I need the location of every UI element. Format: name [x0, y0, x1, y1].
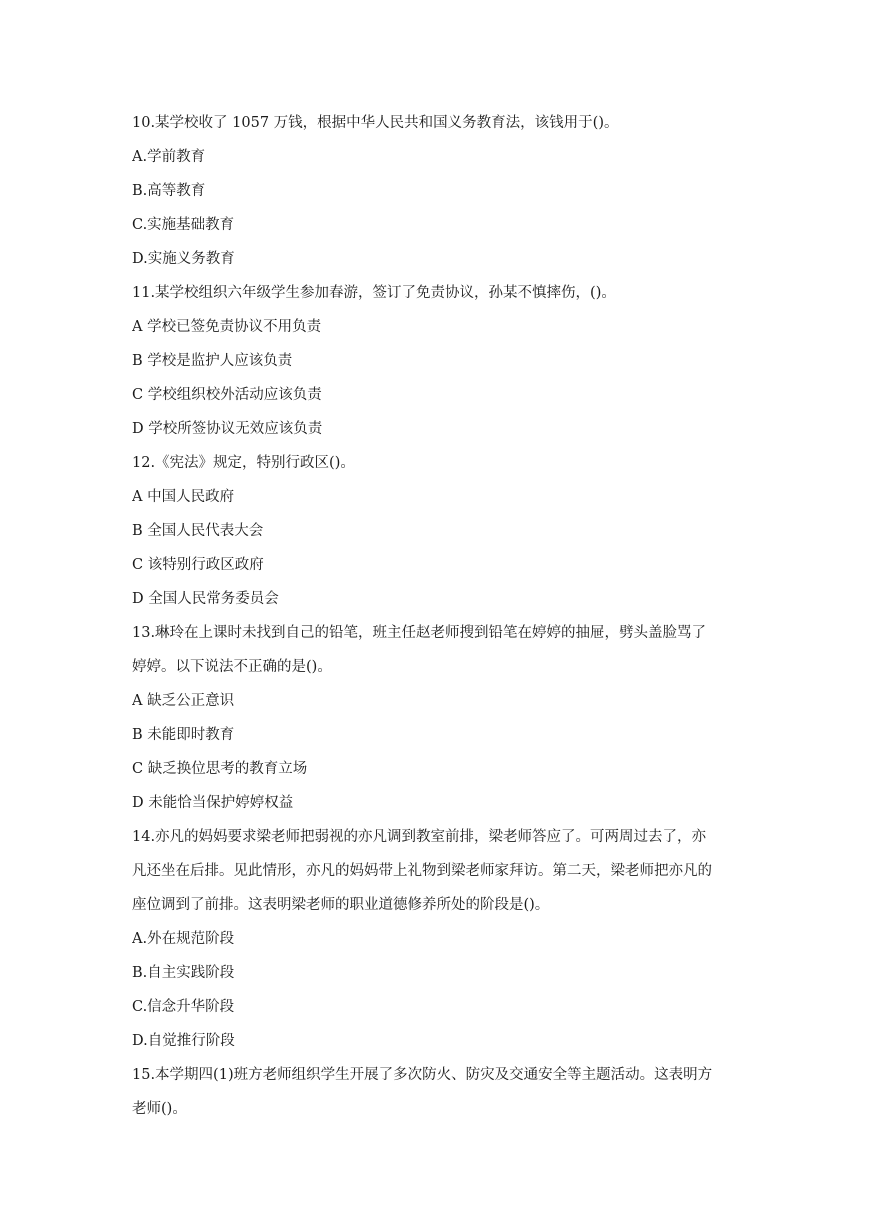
- document-page: [132, 106, 742, 1126]
- option-c: C.实施基础教育: [132, 217, 235, 233]
- option-d: D 未能恰当保护婷婷权益: [132, 795, 294, 811]
- option-a: A.外在规范阶段: [132, 931, 235, 947]
- option-b: B.高等教育: [132, 183, 206, 199]
- option-a: A 缺乏公正意识: [132, 693, 235, 709]
- question-stem-line-2: 婷婷。以下说法不正确的是()。: [132, 659, 332, 675]
- option-a: A 中国人民政府: [132, 489, 235, 505]
- option-c: C.信念升华阶段: [132, 999, 235, 1015]
- question-12: [132, 446, 742, 616]
- question-15: [132, 1058, 742, 1126]
- question-stem: 11.某学校组织六年级学生参加春游，签订了免责协议，孙某不慎摔伤，()。: [132, 285, 616, 301]
- option-b: B.自主实践阶段: [132, 965, 235, 981]
- question-14: [132, 820, 742, 1058]
- option-b: B 未能即时教育: [132, 727, 235, 743]
- question-10: [132, 106, 742, 276]
- option-d: D 学校所签协议无效应该负责: [132, 421, 323, 437]
- question-stem-line-1: 13.琳玲在上课时未找到自己的铅笔，班主任赵老师搜到铅笔在婷婷的抽屉，劈头盖脸骂了: [132, 625, 707, 641]
- question-stem: 12.《宪法》规定，特别行政区()。: [132, 455, 355, 471]
- option-b: B 学校是监护人应该负责: [132, 353, 293, 369]
- option-c: C 缺乏换位思考的教育立场: [132, 761, 308, 777]
- option-c: C 学校组织校外活动应该负责: [132, 387, 322, 403]
- option-d: D 全国人民常务委员会: [132, 591, 279, 607]
- question-stem-line-1: 14.亦凡的妈妈要求梁老师把弱视的亦凡调到教室前排，梁老师答应了。可两周过去了，亦: [132, 829, 707, 845]
- question-stem-line-3: 座位调到了前排。这表明梁老师的职业道德修养所处的阶段是()。: [132, 897, 550, 913]
- option-a: A 学校已签免责协议不用负责: [132, 319, 322, 335]
- question-stem-line-2: 凡还坐在后排。见此情形，亦凡的妈妈带上礼物到梁老师家拜访。第二天，梁老师把亦凡的: [132, 863, 712, 879]
- option-c: C 该特别行政区政府: [132, 557, 264, 573]
- option-d: D.实施义务教育: [132, 251, 235, 267]
- question-13: [132, 616, 742, 820]
- question-stem-line-1: 15.本学期四(1)班方老师组织学生开展了多次防火、防灾及交通安全等主题活动。这表明方: [132, 1067, 713, 1083]
- option-d: D.自觉推行阶段: [132, 1033, 235, 1049]
- option-a: A.学前教育: [132, 149, 206, 165]
- question-stem-line-2: 老师()。: [132, 1101, 187, 1117]
- option-b: B 全国人民代表大会: [132, 523, 264, 539]
- question-11: [132, 276, 742, 446]
- question-stem: 10.某学校收了 1057 万钱，根据中华人民共和国义务教育法，该钱用于()。: [132, 115, 619, 131]
